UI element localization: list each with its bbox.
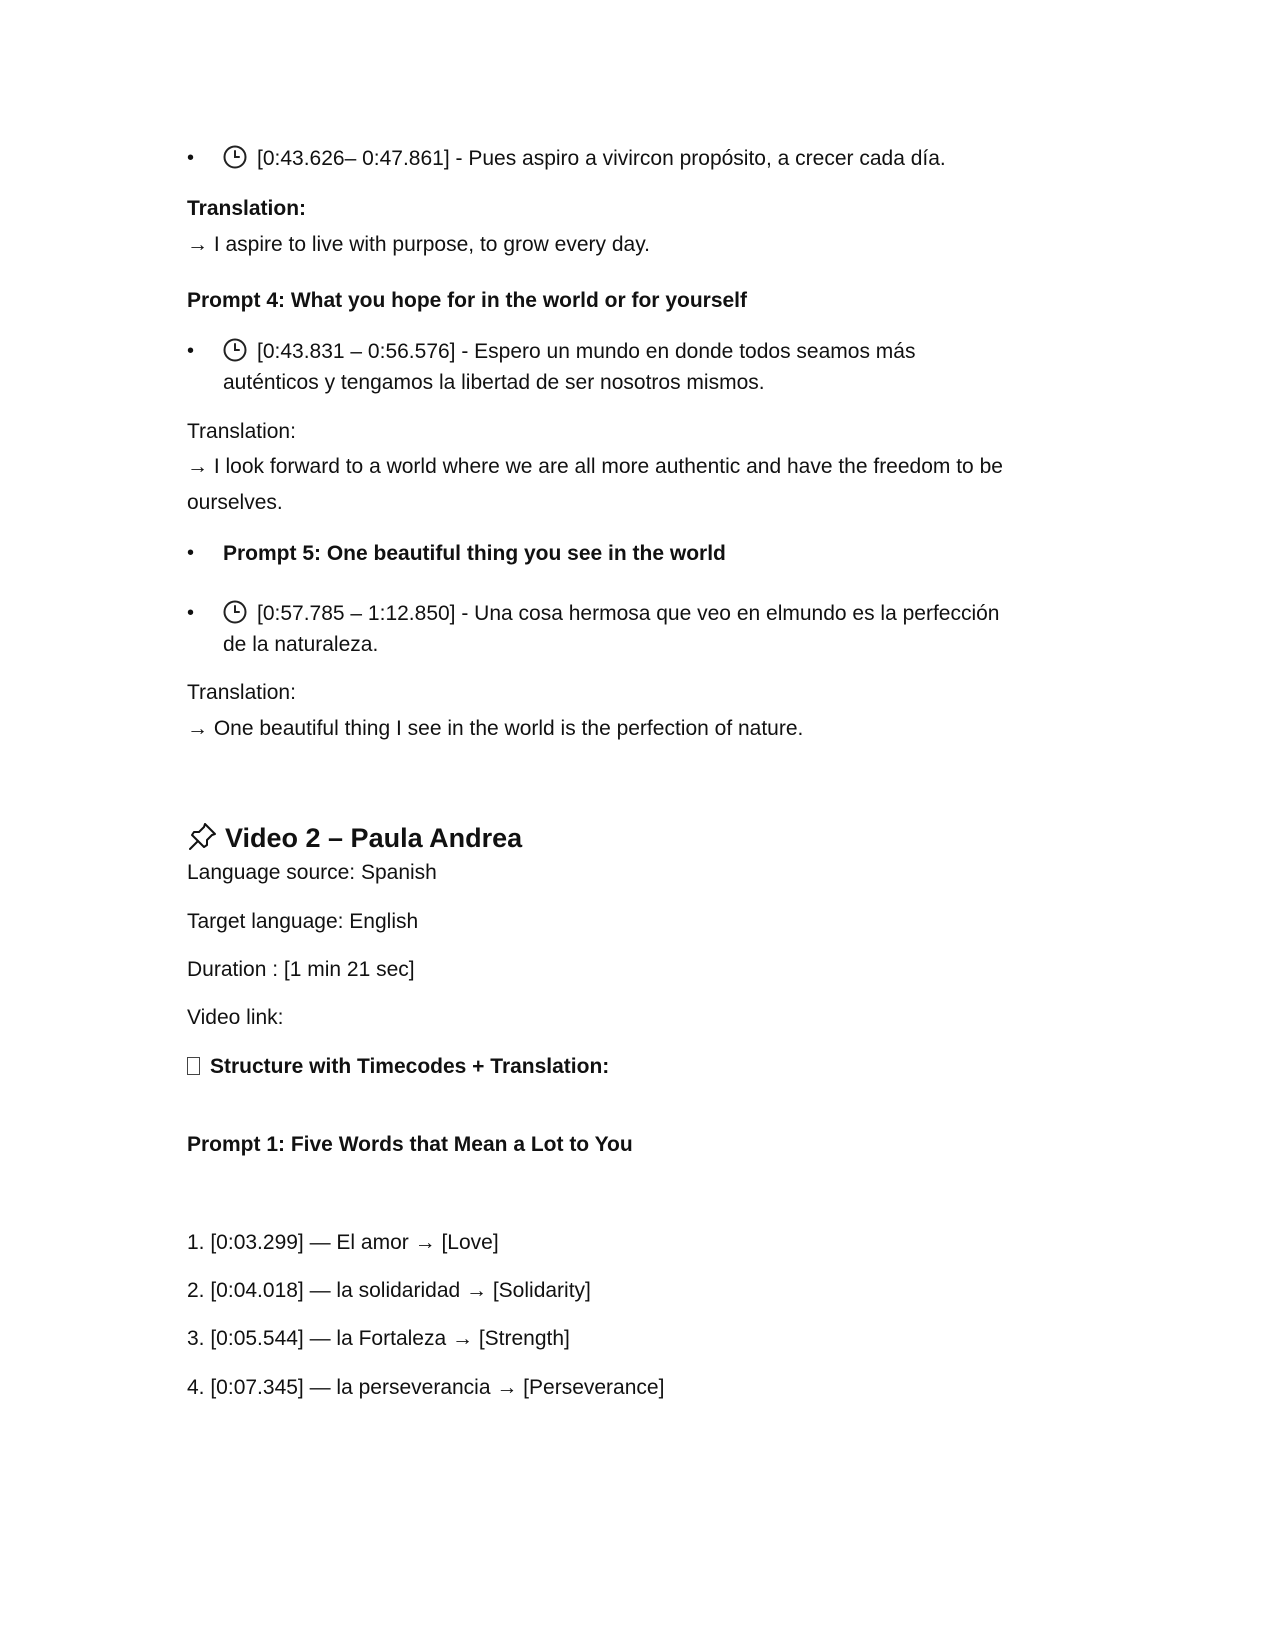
video-section-heading xyxy=(187,820,1087,856)
prompt-heading: Prompt 5: One beautiful thing you see in the world xyxy=(223,542,726,565)
word-item: 3. [0:05.544] — la Fortaleza → [Strength] xyxy=(187,1327,570,1350)
language-source: Language source: Spanish xyxy=(187,861,437,884)
video-link-label: Video link: xyxy=(187,1006,284,1029)
clock-icon xyxy=(223,145,247,169)
translation-label: Translation: xyxy=(187,197,307,220)
entry-text: [0:43.831 – 0:56.576] - Espero un mundo en donde todos seamos más xyxy=(257,340,916,363)
translation-label: Translation: xyxy=(187,681,296,704)
pushpin-icon xyxy=(187,820,219,852)
structure-heading xyxy=(187,1051,1087,1082)
timecode-entry-p4 xyxy=(187,336,1087,398)
structure-heading-text: Structure with Timecodes + Translation: xyxy=(210,1055,610,1078)
bullet-icon: • xyxy=(187,542,195,564)
word-item: 1. [0:03.299] — El amor → [Love] xyxy=(187,1231,499,1254)
translation-text: → I look forward to a world where we are all more authentic and have the freedom to be xyxy=(187,455,1003,478)
video-title: Video 2 – Paula Andrea xyxy=(225,823,523,853)
bullet-icon: • xyxy=(187,147,195,169)
bullet-icon: • xyxy=(187,340,195,362)
clock-icon xyxy=(223,600,247,624)
translation-label: Translation: xyxy=(187,420,296,443)
prompt-bullet xyxy=(187,538,1087,569)
entry-text: [0:43.626– 0:47.861] - Pues aspiro a vivircon propósito, a crecer cada día. xyxy=(257,147,946,170)
timecode-entry-p3 xyxy=(187,143,1087,174)
duration: Duration : [1 min 21 sec] xyxy=(187,958,415,981)
bullet-icon: • xyxy=(187,602,195,624)
translation-text-continued: ourselves. xyxy=(187,491,283,514)
missing-glyph-icon xyxy=(187,1057,200,1075)
entry-text: [0:57.785 – 1:12.850] - Una cosa hermosa que veo en elmundo es la perfección xyxy=(257,602,1000,625)
prompt-heading: Prompt 4: What you hope for in the world or for yourself xyxy=(187,289,748,312)
translation-text: → I aspire to live with purpose, to grow every day. xyxy=(187,233,650,256)
word-item: 2. [0:04.018] — la solidaridad → [Solidarity] xyxy=(187,1279,591,1302)
entry-text-continued: de la naturaleza. xyxy=(223,633,379,656)
word-item: 4. [0:07.345] — la perseverancia → [Perseverance] xyxy=(187,1376,665,1399)
prompt-heading: Prompt 1: Five Words that Mean a Lot to You xyxy=(187,1133,633,1156)
target-language: Target language: English xyxy=(187,910,419,933)
clock-icon xyxy=(223,338,247,362)
entry-text-continued: auténticos y tengamos la libertad de ser nosotros mismos. xyxy=(223,371,765,394)
translation-text: → One beautiful thing I see in the world is the perfection of nature. xyxy=(187,717,804,740)
timecode-entry-p5 xyxy=(187,598,1087,660)
